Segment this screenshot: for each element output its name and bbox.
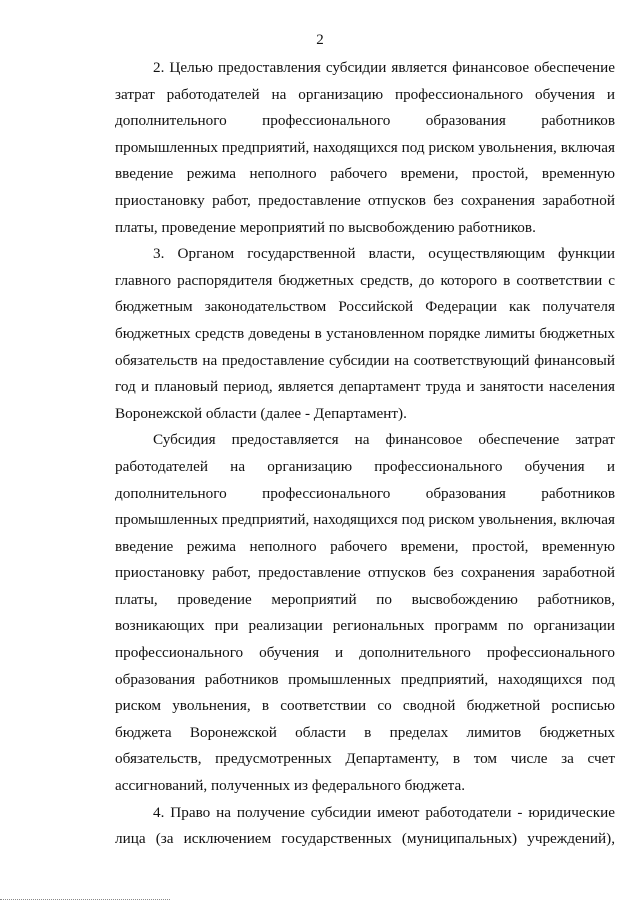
text-line: затрат работодателей на организацию профессионального обучения и	[115, 85, 615, 103]
text-line: возникающих при реализации региональных программ по организации	[115, 617, 615, 635]
text-line: профессионального обучения и дополнительного профессионального	[115, 644, 615, 662]
text-line: промышленных предприятий, находящихся под риском увольнения, включая	[115, 138, 615, 156]
text-line: обязательств на предоставление субсидии на соответствующий финансовый	[115, 351, 615, 369]
paragraph-4	[115, 800, 615, 853]
text-line: работодателей на организацию профессионального обучения и	[115, 457, 615, 475]
text-line: год и плановый период, является департамент труда и занятости населения	[115, 378, 615, 396]
text-line: платы, проведение мероприятий по высвобождению работников,	[115, 590, 615, 608]
paragraph-3	[115, 241, 615, 427]
text-line: Воронежской области (далее - Департамент).	[115, 404, 407, 422]
page-number: 2	[316, 32, 324, 48]
text-line: лица (за исключением государственных (муниципальных) учреждений),	[115, 830, 615, 848]
text-line: платы, проведение мероприятий по высвобождению работников.	[115, 218, 536, 236]
text-line: 4. Право на получение субсидии имеют работодатели - юридические	[153, 803, 615, 821]
paragraph-2	[115, 55, 615, 241]
bottom-divider	[0, 899, 170, 900]
text-line: бюджета Воронежской области в пределах лимитов бюджетных	[115, 723, 615, 741]
text-line: ассигнований, полученных из федерального бюджета.	[115, 777, 466, 795]
text-line: образования работников промышленных предприятий, находящихся под	[115, 670, 615, 688]
text-line: Субсидия предоставляется на финансовое обеспечение затрат	[153, 431, 615, 449]
text-line: промышленных предприятий, находящихся под риском увольнения, включая	[115, 511, 615, 529]
text-line: бюджетным законодательством Российской Федерации как получателя	[115, 298, 615, 316]
text-line: главного распорядителя бюджетных средств, до которого в соответствии с	[115, 271, 615, 289]
document-body	[115, 55, 615, 853]
text-line: введение режима неполного рабочего времени, простой, временную	[115, 537, 615, 555]
text-line: дополнительного профессионального образования работников	[115, 484, 615, 502]
text-line: дополнительного профессионального образования работников	[115, 112, 615, 130]
text-line: приостановку работ, предоставление отпусков без сохранения заработной	[115, 564, 615, 582]
text-line: риском увольнения, в соответствии со сводной бюджетной росписью	[115, 697, 615, 715]
text-line: 2. Целью предоставления субсидии является финансовое обеспечение	[153, 59, 615, 76]
text-line: приостановку работ, предоставление отпусков без сохранения заработной	[115, 191, 615, 209]
text-line: бюджетных средств доведены в установленном порядке лимиты бюджетных	[115, 324, 615, 342]
text-line: 3. Органом государственной власти, осуществляющим функции	[153, 245, 615, 263]
paragraph-subsidy	[115, 427, 615, 799]
text-line: обязательств, предусмотренных Департаменту, в том числе за счет	[115, 750, 615, 768]
text-line: введение режима неполного рабочего времени, простой, временную	[115, 165, 615, 183]
